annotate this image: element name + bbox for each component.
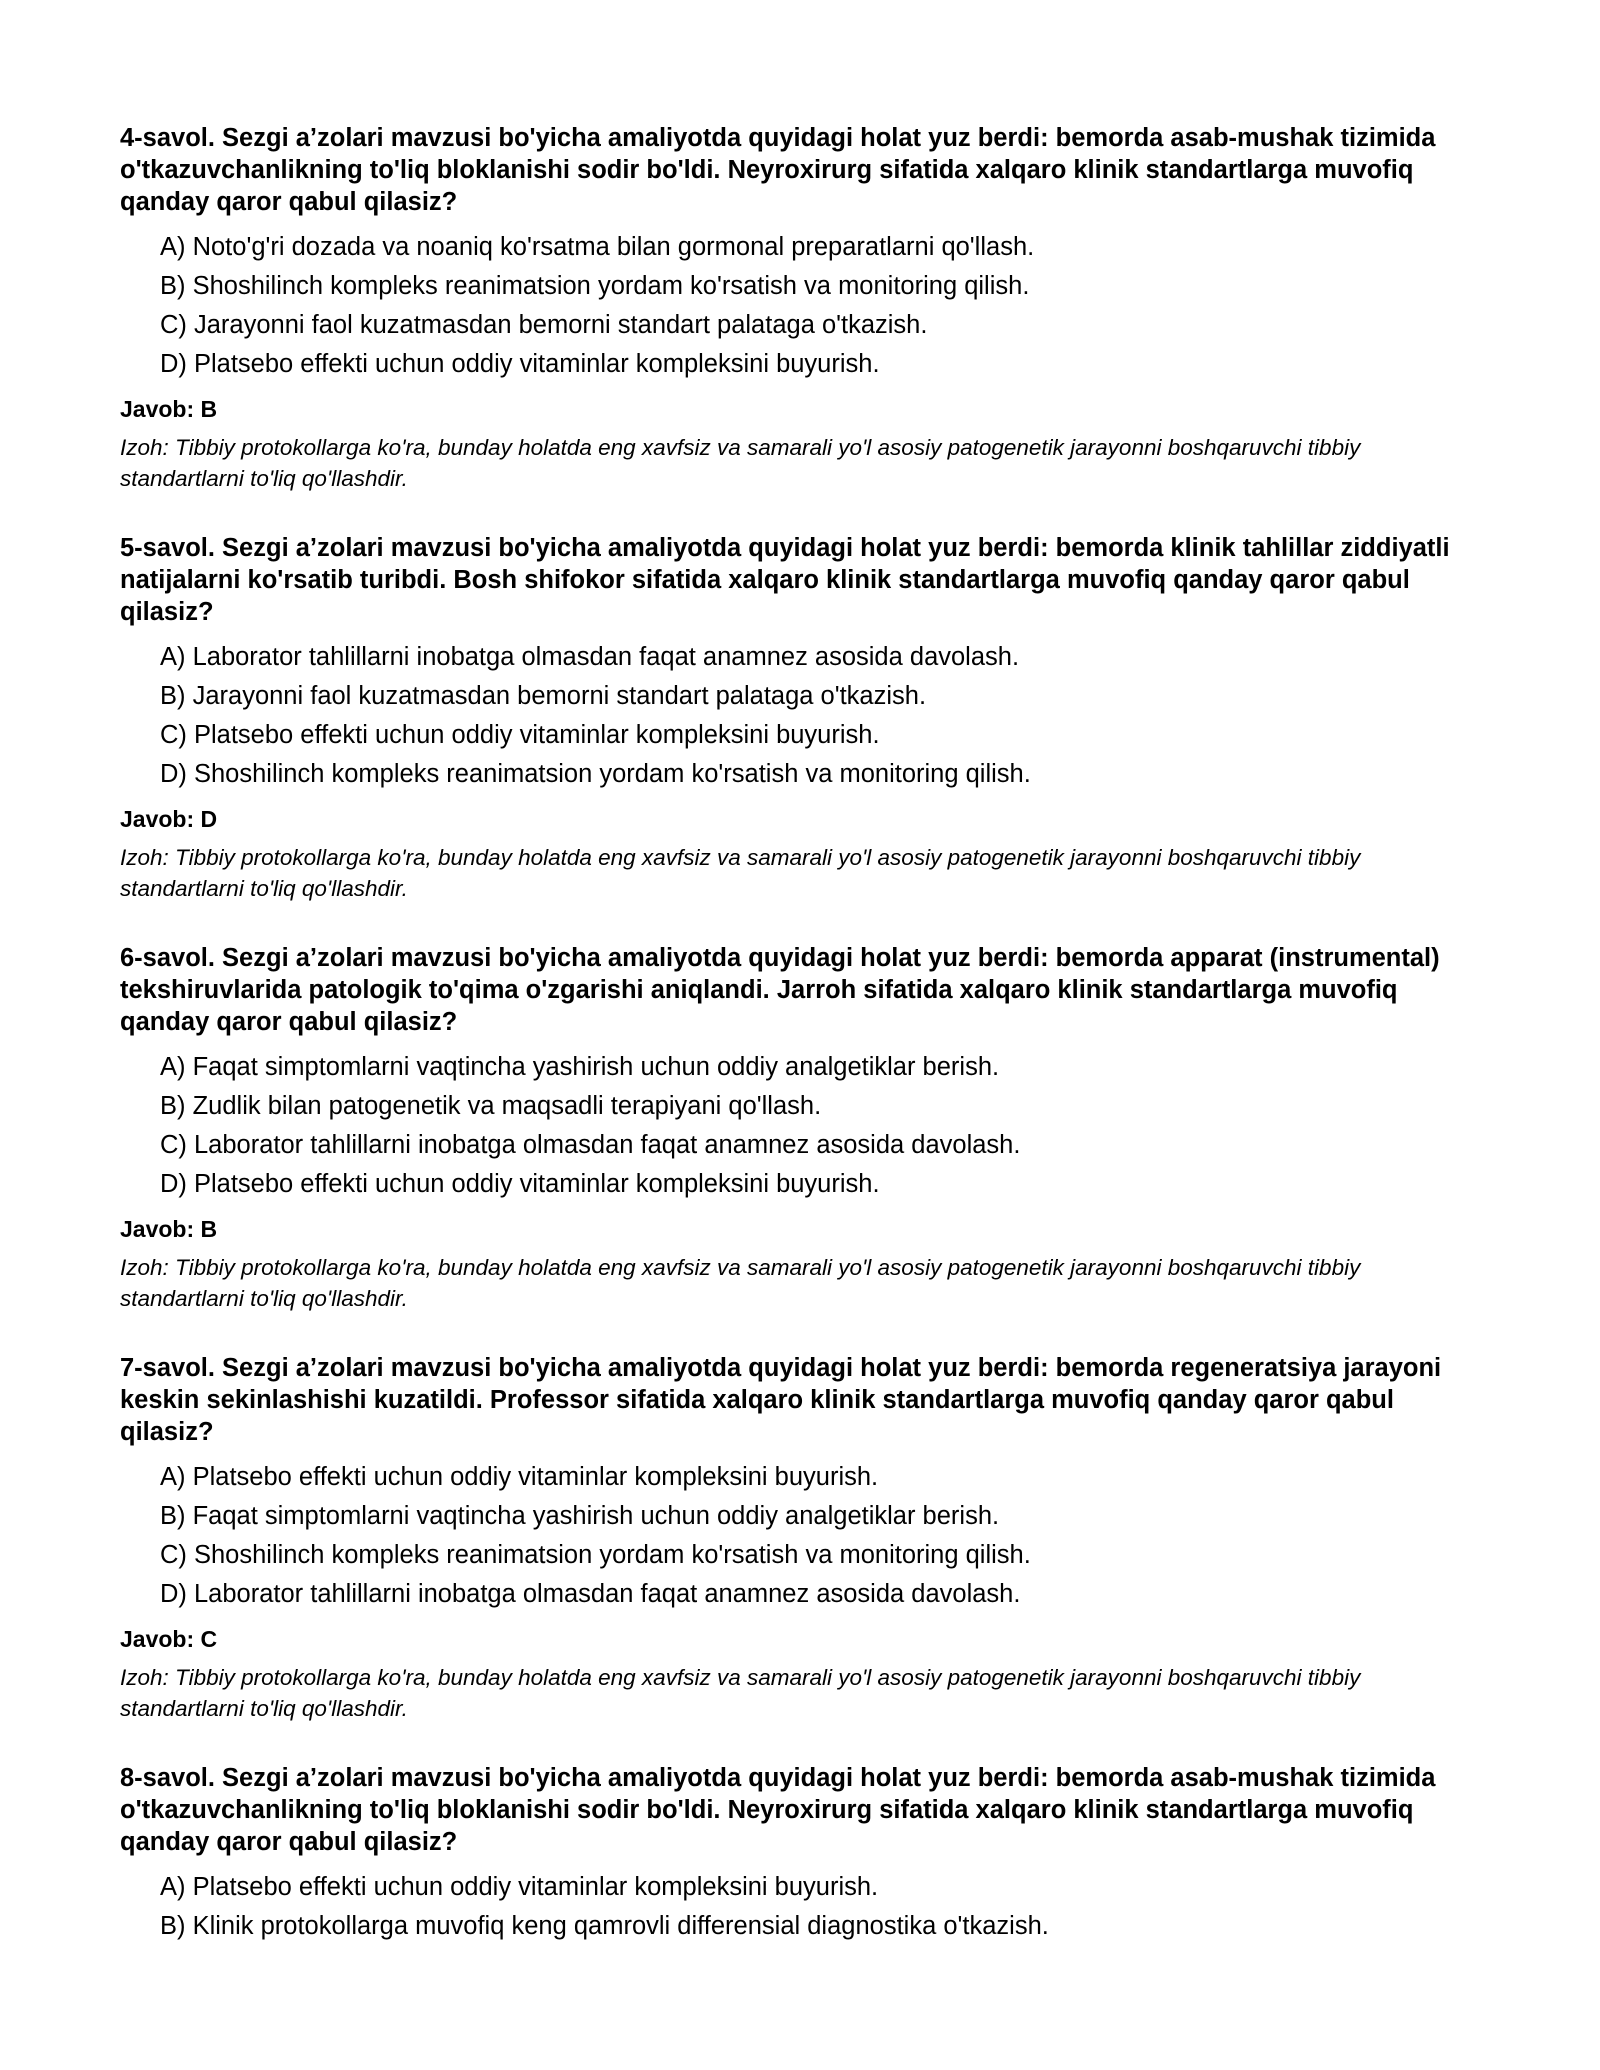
document-page: [120, 122, 1480, 1984]
question-title: 6-savol. Sezgi a’zolari mavzusi bo'yicha amaliyotda quyidagi holat yuz berdi: bemorda apparat (instrumental) tekshiruvlarida patologik to'qima o'zgarishi aniqlandi. Jarroh sifatida xalqaro klinik standartlarga muvofiq qanday qaror qabul qilasiz?: [120, 944, 1440, 1036]
option-c: C) Laborator tahlillarni inobatga olmasdan faqat anamnez asosida davolash.: [160, 1131, 1021, 1159]
question-title: 8-savol. Sezgi a’zolari mavzusi bo'yicha amaliyotda quyidagi holat yuz berdi: bemorda asab-mushak tizimida o'tkazuvchanlikning to'liq bloklanishi sodir bo'ldi. Neyroxirurg sifatida xalqaro klinik standartlarga muvofiq qanday qaror qabul qilasiz?: [120, 1764, 1436, 1856]
option-a: A) Platsebo effekti uchun oddiy vitaminlar kompleksini buyurish.: [160, 1463, 879, 1491]
answer-options: [120, 1458, 1480, 1614]
option-d: D) Platsebo effekti uchun oddiy vitaminlar kompleksini buyurish.: [160, 350, 880, 378]
answer-label: Javob: C: [120, 1626, 218, 1652]
option-d: D) Shoshilinch kompleks reanimatsion yordam ko'rsatish va monitoring qilish.: [160, 760, 1031, 788]
option-a: A) Laborator tahlillarni inobatga olmasdan faqat anamnez asosida davolash.: [160, 643, 1020, 671]
question-title: 7-savol. Sezgi a’zolari mavzusi bo'yicha amaliyotda quyidagi holat yuz berdi: bemorda regeneratsiya jarayoni keskin sekinlashishi kuzatildi. Professor sifatida xalqaro klinik standartlarga muvofiq qanday qaror qabul qilasiz?: [120, 1354, 1442, 1446]
option-b: B) Zudlik bilan patogenetik va maqsadli terapiyani qo'llash.: [160, 1092, 822, 1120]
option-d: D) Platsebo effekti uchun oddiy vitaminlar kompleksini buyurish.: [160, 1170, 880, 1198]
question-title: 5-savol. Sezgi a’zolari mavzusi bo'yicha amaliyotda quyidagi holat yuz berdi: bemorda klinik tahlillar ziddiyatli natijalarni ko'rsatib turibdi. Bosh shifokor sifatida xalqaro klinik standartlarga muvofiq qanday qaror qabul qilasiz?: [120, 534, 1450, 626]
answer-options: [120, 638, 1480, 794]
option-a: A) Noto'g'ri dozada va noaniq ko'rsatma bilan gormonal preparatlarni qo'llash.: [160, 233, 1035, 261]
question-block: [120, 1762, 1480, 1946]
explanation-note: Izoh: Tibbiy protokollarga ko'ra, bunday holatda eng xavfsiz va samarali yo'l asosiy patogenetik jarayonni boshqaruvchi tibbiy standartlarni to'liq qo'llashdir.: [120, 1255, 1361, 1311]
question-block: [120, 942, 1480, 1314]
question-title: 4-savol. Sezgi a’zolari mavzusi bo'yicha amaliyotda quyidagi holat yuz berdi: bemorda asab-mushak tizimida o'tkazuvchanlikning to'liq bloklanishi sodir bo'ldi. Neyroxirurg sifatida xalqaro klinik standartlarga muvofiq qanday qaror qabul qilasiz?: [120, 124, 1436, 216]
question-block: [120, 532, 1480, 904]
explanation-note: Izoh: Tibbiy protokollarga ko'ra, bunday holatda eng xavfsiz va samarali yo'l asosiy patogenetik jarayonni boshqaruvchi tibbiy standartlarni to'liq qo'llashdir.: [120, 1665, 1361, 1721]
option-c: C) Jarayonni faol kuzatmasdan bemorni standart palataga o'tkazish.: [160, 311, 928, 339]
answer-options: [120, 1048, 1480, 1204]
answer-label: Javob: D: [120, 806, 218, 832]
option-a: A) Faqat simptomlarni vaqtincha yashirish uchun oddiy analgetiklar berish.: [160, 1053, 1000, 1081]
option-c: C) Platsebo effekti uchun oddiy vitaminlar kompleksini buyurish.: [160, 721, 880, 749]
answer-label: Javob: B: [120, 1216, 218, 1242]
answer-label: Javob: B: [120, 396, 218, 422]
question-block: [120, 122, 1480, 494]
option-b: B) Faqat simptomlarni vaqtincha yashirish uchun oddiy analgetiklar berish.: [160, 1502, 1000, 1530]
answer-options: [120, 1868, 1480, 1946]
option-d: D) Laborator tahlillarni inobatga olmasdan faqat anamnez asosida davolash.: [160, 1580, 1021, 1608]
answer-options: [120, 228, 1480, 384]
option-b: B) Jarayonni faol kuzatmasdan bemorni standart palataga o'tkazish.: [160, 682, 927, 710]
question-block: [120, 1352, 1480, 1724]
option-c: C) Shoshilinch kompleks reanimatsion yordam ko'rsatish va monitoring qilish.: [160, 1541, 1031, 1569]
explanation-note: Izoh: Tibbiy protokollarga ko'ra, bunday holatda eng xavfsiz va samarali yo'l asosiy patogenetik jarayonni boshqaruvchi tibbiy standartlarni to'liq qo'llashdir.: [120, 845, 1361, 901]
option-a: A) Platsebo effekti uchun oddiy vitaminlar kompleksini buyurish.: [160, 1873, 879, 1901]
explanation-note: Izoh: Tibbiy protokollarga ko'ra, bunday holatda eng xavfsiz va samarali yo'l asosiy patogenetik jarayonni boshqaruvchi tibbiy standartlarni to'liq qo'llashdir.: [120, 435, 1361, 491]
option-b: B) Shoshilinch kompleks reanimatsion yordam ko'rsatish va monitoring qilish.: [160, 272, 1030, 300]
option-b: B) Klinik protokollarga muvofiq keng qamrovli differensial diagnostika o'tkazish.: [160, 1912, 1049, 1940]
